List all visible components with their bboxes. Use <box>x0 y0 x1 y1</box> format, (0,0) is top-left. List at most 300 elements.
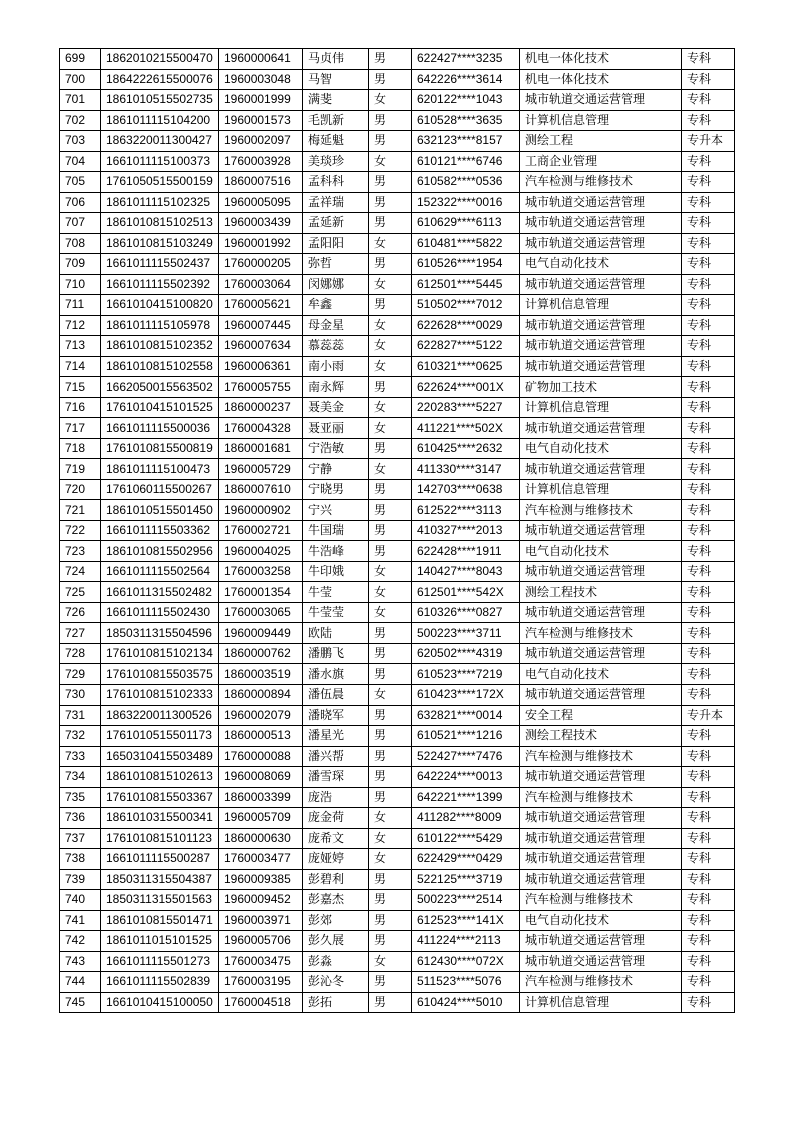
level-cell: 专科 <box>682 951 735 972</box>
level-cell: 专科 <box>682 295 735 316</box>
gender-cell: 女 <box>369 233 412 254</box>
gender-cell: 男 <box>369 172 412 193</box>
gender-cell: 女 <box>369 951 412 972</box>
row-number-cell: 703 <box>60 131 101 152</box>
student-id-cell: 1760004518 <box>219 992 303 1013</box>
student-name-cell: 彭嘉杰 <box>303 890 369 911</box>
table-row <box>60 726 735 747</box>
exam-id-cell: 1861011115104200 <box>101 110 219 131</box>
table-row <box>60 295 735 316</box>
gender-cell: 女 <box>369 274 412 295</box>
table-row <box>60 828 735 849</box>
student-name-cell: 孟延新 <box>303 213 369 234</box>
row-number-cell: 711 <box>60 295 101 316</box>
id-card-cell: 612523****141X <box>412 910 520 931</box>
student-id-cell: 1860007516 <box>219 172 303 193</box>
student-name-cell: 毛凯新 <box>303 110 369 131</box>
id-card-cell: 522427****7476 <box>412 746 520 767</box>
student-id-cell: 1860000894 <box>219 684 303 705</box>
id-card-cell: 610582****0536 <box>412 172 520 193</box>
student-id-cell: 1760003258 <box>219 561 303 582</box>
gender-cell: 男 <box>369 192 412 213</box>
id-card-cell: 612522****3113 <box>412 500 520 521</box>
row-number-cell: 707 <box>60 213 101 234</box>
gender-cell: 男 <box>369 705 412 726</box>
gender-cell: 男 <box>369 726 412 747</box>
major-cell: 安全工程 <box>520 705 682 726</box>
id-card-cell: 522125****3719 <box>412 869 520 890</box>
level-cell: 专科 <box>682 582 735 603</box>
exam-id-cell: 1761010415101525 <box>101 397 219 418</box>
student-name-cell: 马贞伟 <box>303 49 369 70</box>
major-cell: 城市轨道交通运营管理 <box>520 90 682 111</box>
exam-id-cell: 1650310415503489 <box>101 746 219 767</box>
level-cell: 专科 <box>682 767 735 788</box>
table-row <box>60 356 735 377</box>
id-card-cell: 152322****0016 <box>412 192 520 213</box>
major-cell: 汽车检测与维修技术 <box>520 500 682 521</box>
gender-cell: 男 <box>369 131 412 152</box>
exam-id-cell: 1661010415100820 <box>101 295 219 316</box>
student-id-cell: 1760005755 <box>219 377 303 398</box>
level-cell: 专科 <box>682 541 735 562</box>
level-cell: 专科 <box>682 992 735 1013</box>
major-cell: 城市轨道交通运营管理 <box>520 192 682 213</box>
major-cell: 计算机信息管理 <box>520 397 682 418</box>
row-number-cell: 699 <box>60 49 101 70</box>
row-number-cell: 723 <box>60 541 101 562</box>
id-card-cell: 610521****1216 <box>412 726 520 747</box>
exam-id-cell: 1861010515501450 <box>101 500 219 521</box>
level-cell: 专科 <box>682 664 735 685</box>
row-number-cell: 701 <box>60 90 101 111</box>
level-cell: 专科 <box>682 192 735 213</box>
student-name-cell: 牛国瑞 <box>303 520 369 541</box>
student-id-cell: 1960002079 <box>219 705 303 726</box>
gender-cell: 女 <box>369 336 412 357</box>
major-cell: 城市轨道交通运营管理 <box>520 643 682 664</box>
level-cell: 专科 <box>682 315 735 336</box>
id-card-cell: 622428****1911 <box>412 541 520 562</box>
exam-id-cell: 1761010815500819 <box>101 438 219 459</box>
exam-id-cell: 1861010815102558 <box>101 356 219 377</box>
student-id-cell: 1960000902 <box>219 500 303 521</box>
exam-id-cell: 1661011115500036 <box>101 418 219 439</box>
level-cell: 专科 <box>682 356 735 377</box>
table-row <box>60 767 735 788</box>
level-cell: 专科 <box>682 890 735 911</box>
id-card-cell: 142703****0638 <box>412 479 520 500</box>
table-row <box>60 705 735 726</box>
exam-id-cell: 1661011115502430 <box>101 602 219 623</box>
exam-id-cell: 1761010815101123 <box>101 828 219 849</box>
exam-id-cell: 1661011115503362 <box>101 520 219 541</box>
row-number-cell: 736 <box>60 808 101 829</box>
id-card-cell: 610528****3635 <box>412 110 520 131</box>
table-row <box>60 274 735 295</box>
row-number-cell: 745 <box>60 992 101 1013</box>
major-cell: 城市轨道交通运营管理 <box>520 828 682 849</box>
student-id-cell: 1860003399 <box>219 787 303 808</box>
student-id-cell: 1760003195 <box>219 972 303 993</box>
id-card-cell: 632821****0014 <box>412 705 520 726</box>
gender-cell: 男 <box>369 664 412 685</box>
student-id-cell: 1960003048 <box>219 69 303 90</box>
student-id-cell: 1860000762 <box>219 643 303 664</box>
student-id-cell: 1960001999 <box>219 90 303 111</box>
row-number-cell: 740 <box>60 890 101 911</box>
level-cell: 专科 <box>682 418 735 439</box>
exam-id-cell: 1661011115100373 <box>101 151 219 172</box>
student-name-cell: 彭沁冬 <box>303 972 369 993</box>
major-cell: 电气自动化技术 <box>520 664 682 685</box>
major-cell: 汽车检测与维修技术 <box>520 890 682 911</box>
student-name-cell: 庞希文 <box>303 828 369 849</box>
id-card-cell: 610523****7219 <box>412 664 520 685</box>
exam-id-cell: 1861010815502956 <box>101 541 219 562</box>
level-cell: 专科 <box>682 69 735 90</box>
exam-id-cell: 1661011115502437 <box>101 254 219 275</box>
id-card-cell: 610423****172X <box>412 684 520 705</box>
exam-id-cell: 1861010815501471 <box>101 910 219 931</box>
level-cell: 专科 <box>682 172 735 193</box>
major-cell: 城市轨道交通运营管理 <box>520 808 682 829</box>
student-name-cell: 聂美金 <box>303 397 369 418</box>
level-cell: 专科 <box>682 931 735 952</box>
student-name-cell: 潘星光 <box>303 726 369 747</box>
gender-cell: 男 <box>369 110 412 131</box>
student-id-cell: 1960009449 <box>219 623 303 644</box>
student-name-cell: 庞金荷 <box>303 808 369 829</box>
student-id-cell: 1760003477 <box>219 849 303 870</box>
id-card-cell: 622624****001X <box>412 377 520 398</box>
exam-id-cell: 1863220011300526 <box>101 705 219 726</box>
student-name-cell: 闵娜娜 <box>303 274 369 295</box>
student-name-cell: 宁浩敏 <box>303 438 369 459</box>
exam-id-cell: 1661011115502564 <box>101 561 219 582</box>
row-number-cell: 710 <box>60 274 101 295</box>
student-name-cell: 潘晓军 <box>303 705 369 726</box>
level-cell: 专科 <box>682 726 735 747</box>
gender-cell: 男 <box>369 972 412 993</box>
major-cell: 城市轨道交通运营管理 <box>520 561 682 582</box>
row-number-cell: 700 <box>60 69 101 90</box>
major-cell: 机电一体化技术 <box>520 49 682 70</box>
exam-id-cell: 1761060115500267 <box>101 479 219 500</box>
exam-id-cell: 1761010515501173 <box>101 726 219 747</box>
exam-id-cell: 1761010815503367 <box>101 787 219 808</box>
table-row <box>60 438 735 459</box>
exam-id-cell: 1861010815102352 <box>101 336 219 357</box>
major-cell: 城市轨道交通运营管理 <box>520 520 682 541</box>
major-cell: 计算机信息管理 <box>520 992 682 1013</box>
student-name-cell: 马智 <box>303 69 369 90</box>
student-id-cell: 1860000630 <box>219 828 303 849</box>
table-row <box>60 541 735 562</box>
level-cell: 专科 <box>682 643 735 664</box>
student-name-cell: 牛印娥 <box>303 561 369 582</box>
student-name-cell: 宁兴 <box>303 500 369 521</box>
gender-cell: 女 <box>369 315 412 336</box>
student-name-cell: 牟鑫 <box>303 295 369 316</box>
exam-id-cell: 1861010815103249 <box>101 233 219 254</box>
gender-cell: 女 <box>369 602 412 623</box>
student-name-cell: 潘鹏飞 <box>303 643 369 664</box>
row-number-cell: 718 <box>60 438 101 459</box>
table-row <box>60 746 735 767</box>
id-card-cell: 220283****5227 <box>412 397 520 418</box>
table-row <box>60 910 735 931</box>
student-id-cell: 1960001573 <box>219 110 303 131</box>
student-name-cell: 南小雨 <box>303 356 369 377</box>
major-cell: 城市轨道交通运营管理 <box>520 869 682 890</box>
exam-id-cell: 1761050515500159 <box>101 172 219 193</box>
student-id-cell: 1960003971 <box>219 910 303 931</box>
gender-cell: 男 <box>369 787 412 808</box>
table-row <box>60 992 735 1013</box>
major-cell: 汽车检测与维修技术 <box>520 623 682 644</box>
student-id-cell: 1760004328 <box>219 418 303 439</box>
id-card-cell: 622628****0029 <box>412 315 520 336</box>
level-cell: 专升本 <box>682 705 735 726</box>
gender-cell: 男 <box>369 438 412 459</box>
student-id-cell: 1960005095 <box>219 192 303 213</box>
major-cell: 工商企业管理 <box>520 151 682 172</box>
gender-cell: 女 <box>369 397 412 418</box>
student-name-cell: 孟科科 <box>303 172 369 193</box>
gender-cell: 男 <box>369 295 412 316</box>
level-cell: 专科 <box>682 500 735 521</box>
major-cell: 城市轨道交通运营管理 <box>520 767 682 788</box>
student-name-cell: 聂亚丽 <box>303 418 369 439</box>
student-name-cell: 母金星 <box>303 315 369 336</box>
table-row <box>60 479 735 500</box>
row-number-cell: 734 <box>60 767 101 788</box>
student-roster-table <box>59 48 735 1013</box>
roster-body <box>60 49 735 1013</box>
row-number-cell: 716 <box>60 397 101 418</box>
exam-id-cell: 1861010815102613 <box>101 767 219 788</box>
student-name-cell: 孟阳阳 <box>303 233 369 254</box>
table-row <box>60 192 735 213</box>
row-number-cell: 742 <box>60 931 101 952</box>
gender-cell: 男 <box>369 213 412 234</box>
id-card-cell: 610122****5429 <box>412 828 520 849</box>
student-id-cell: 1760003928 <box>219 151 303 172</box>
id-card-cell: 622827****5122 <box>412 336 520 357</box>
exam-id-cell: 1862010215500470 <box>101 49 219 70</box>
student-id-cell: 1860001681 <box>219 438 303 459</box>
level-cell: 专科 <box>682 397 735 418</box>
student-id-cell: 1760003065 <box>219 602 303 623</box>
exam-id-cell: 1661010415100050 <box>101 992 219 1013</box>
id-card-cell: 411330****3147 <box>412 459 520 480</box>
row-number-cell: 730 <box>60 684 101 705</box>
gender-cell: 男 <box>369 746 412 767</box>
gender-cell: 男 <box>369 992 412 1013</box>
row-number-cell: 721 <box>60 500 101 521</box>
row-number-cell: 737 <box>60 828 101 849</box>
row-number-cell: 714 <box>60 356 101 377</box>
student-name-cell: 庞娅婷 <box>303 849 369 870</box>
student-name-cell: 彭淼 <box>303 951 369 972</box>
student-id-cell: 1860000513 <box>219 726 303 747</box>
gender-cell: 女 <box>369 561 412 582</box>
table-row <box>60 69 735 90</box>
exam-id-cell: 1861010515502735 <box>101 90 219 111</box>
id-card-cell: 410327****2013 <box>412 520 520 541</box>
row-number-cell: 731 <box>60 705 101 726</box>
student-name-cell: 弥哲 <box>303 254 369 275</box>
id-card-cell: 642224****0013 <box>412 767 520 788</box>
exam-id-cell: 1861011115102325 <box>101 192 219 213</box>
row-number-cell: 741 <box>60 910 101 931</box>
table-row <box>60 890 735 911</box>
level-cell: 专科 <box>682 787 735 808</box>
level-cell: 专科 <box>682 972 735 993</box>
major-cell: 城市轨道交通运营管理 <box>520 849 682 870</box>
row-number-cell: 705 <box>60 172 101 193</box>
level-cell: 专科 <box>682 336 735 357</box>
gender-cell: 男 <box>369 254 412 275</box>
student-name-cell: 潘伍晨 <box>303 684 369 705</box>
table-row <box>60 315 735 336</box>
student-name-cell: 牛莹 <box>303 582 369 603</box>
exam-id-cell: 1661011315502482 <box>101 582 219 603</box>
id-card-cell: 411282****8009 <box>412 808 520 829</box>
student-name-cell: 彭拓 <box>303 992 369 1013</box>
student-id-cell: 1960009385 <box>219 869 303 890</box>
student-id-cell: 1960004025 <box>219 541 303 562</box>
table-row <box>60 418 735 439</box>
student-id-cell: 1960008069 <box>219 767 303 788</box>
exam-id-cell: 1661011115502392 <box>101 274 219 295</box>
id-card-cell: 140427****8043 <box>412 561 520 582</box>
level-cell: 专升本 <box>682 131 735 152</box>
table-row <box>60 684 735 705</box>
gender-cell: 男 <box>369 643 412 664</box>
table-row <box>60 233 735 254</box>
table-row <box>60 110 735 131</box>
row-number-cell: 727 <box>60 623 101 644</box>
student-id-cell: 1960001992 <box>219 233 303 254</box>
row-number-cell: 729 <box>60 664 101 685</box>
table-row <box>60 582 735 603</box>
row-number-cell: 738 <box>60 849 101 870</box>
table-row <box>60 951 735 972</box>
student-name-cell: 庞浩 <box>303 787 369 808</box>
gender-cell: 男 <box>369 520 412 541</box>
major-cell: 城市轨道交通运营管理 <box>520 951 682 972</box>
major-cell: 测绘工程技术 <box>520 582 682 603</box>
row-number-cell: 725 <box>60 582 101 603</box>
major-cell: 城市轨道交通运营管理 <box>520 602 682 623</box>
id-card-cell: 610481****5822 <box>412 233 520 254</box>
level-cell: 专科 <box>682 910 735 931</box>
row-number-cell: 735 <box>60 787 101 808</box>
gender-cell: 男 <box>369 931 412 952</box>
gender-cell: 女 <box>369 849 412 870</box>
id-card-cell: 411224****2113 <box>412 931 520 952</box>
gender-cell: 女 <box>369 151 412 172</box>
exam-id-cell: 1850311315504596 <box>101 623 219 644</box>
level-cell: 专科 <box>682 110 735 131</box>
student-id-cell: 1960002097 <box>219 131 303 152</box>
student-name-cell: 南永辉 <box>303 377 369 398</box>
level-cell: 专科 <box>682 602 735 623</box>
id-card-cell: 612501****5445 <box>412 274 520 295</box>
row-number-cell: 715 <box>60 377 101 398</box>
student-id-cell: 1960007445 <box>219 315 303 336</box>
gender-cell: 男 <box>369 500 412 521</box>
row-number-cell: 722 <box>60 520 101 541</box>
level-cell: 专科 <box>682 459 735 480</box>
student-id-cell: 1960009452 <box>219 890 303 911</box>
student-id-cell: 1960005706 <box>219 931 303 952</box>
gender-cell: 女 <box>369 828 412 849</box>
exam-id-cell: 1661011115502839 <box>101 972 219 993</box>
level-cell: 专科 <box>682 808 735 829</box>
student-id-cell: 1760001354 <box>219 582 303 603</box>
id-card-cell: 622427****3235 <box>412 49 520 70</box>
row-number-cell: 726 <box>60 602 101 623</box>
major-cell: 城市轨道交通运营管理 <box>520 931 682 952</box>
id-card-cell: 610121****6746 <box>412 151 520 172</box>
major-cell: 城市轨道交通运营管理 <box>520 459 682 480</box>
id-card-cell: 610526****1954 <box>412 254 520 275</box>
major-cell: 测绘工程 <box>520 131 682 152</box>
row-number-cell: 744 <box>60 972 101 993</box>
gender-cell: 女 <box>369 418 412 439</box>
exam-id-cell: 1761010815102134 <box>101 643 219 664</box>
id-card-cell: 511523****5076 <box>412 972 520 993</box>
level-cell: 专科 <box>682 213 735 234</box>
level-cell: 专科 <box>682 684 735 705</box>
level-cell: 专科 <box>682 49 735 70</box>
row-number-cell: 706 <box>60 192 101 213</box>
level-cell: 专科 <box>682 746 735 767</box>
major-cell: 电气自动化技术 <box>520 254 682 275</box>
student-id-cell: 1860000237 <box>219 397 303 418</box>
id-card-cell: 610425****2632 <box>412 438 520 459</box>
student-id-cell: 1760005621 <box>219 295 303 316</box>
student-name-cell: 彭久展 <box>303 931 369 952</box>
gender-cell: 男 <box>369 890 412 911</box>
table-row <box>60 90 735 111</box>
table-row <box>60 254 735 275</box>
id-card-cell: 610629****6113 <box>412 213 520 234</box>
major-cell: 计算机信息管理 <box>520 110 682 131</box>
table-row <box>60 643 735 664</box>
exam-id-cell: 1761010815102333 <box>101 684 219 705</box>
row-number-cell: 708 <box>60 233 101 254</box>
student-id-cell: 1960000641 <box>219 49 303 70</box>
major-cell: 汽车检测与维修技术 <box>520 787 682 808</box>
level-cell: 专科 <box>682 151 735 172</box>
row-number-cell: 720 <box>60 479 101 500</box>
student-name-cell: 欧陆 <box>303 623 369 644</box>
exam-id-cell: 1861011115100473 <box>101 459 219 480</box>
table-row <box>60 500 735 521</box>
id-card-cell: 500223****3711 <box>412 623 520 644</box>
student-name-cell: 彭碧利 <box>303 869 369 890</box>
row-number-cell: 728 <box>60 643 101 664</box>
student-name-cell: 潘水旗 <box>303 664 369 685</box>
gender-cell: 男 <box>369 479 412 500</box>
major-cell: 电气自动化技术 <box>520 910 682 931</box>
major-cell: 测绘工程技术 <box>520 726 682 747</box>
student-name-cell: 牛浩峰 <box>303 541 369 562</box>
